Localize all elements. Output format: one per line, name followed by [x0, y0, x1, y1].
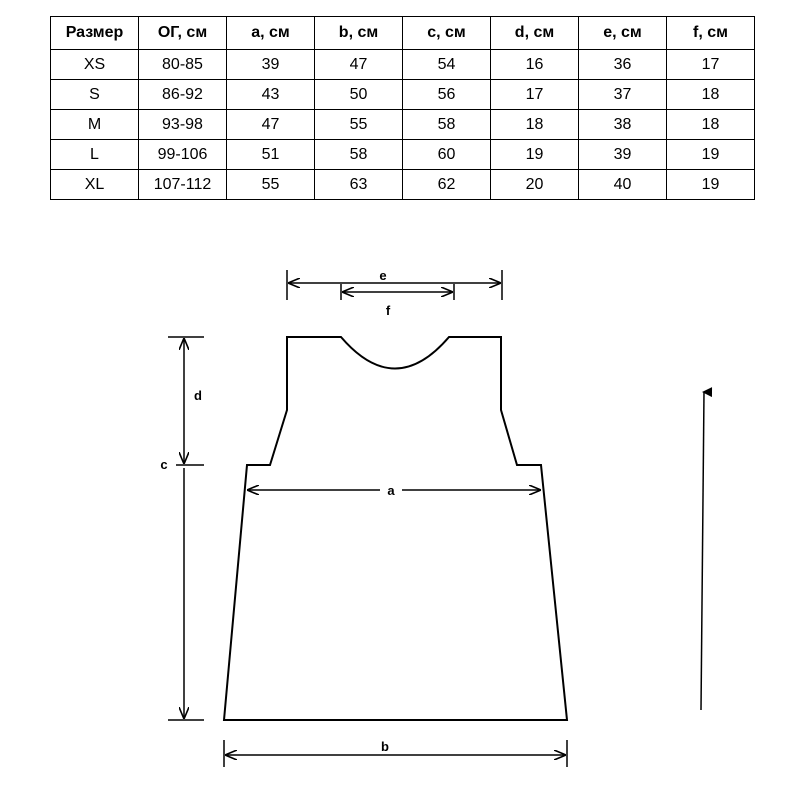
table-cell: 60 — [403, 140, 491, 170]
table-cell: S — [51, 80, 139, 110]
table-cell: 19 — [667, 170, 755, 200]
table-cell: 20 — [491, 170, 579, 200]
table-cell: 39 — [227, 50, 315, 80]
header-f: f, см — [667, 17, 755, 50]
header-d: d, см — [491, 17, 579, 50]
table-cell: 43 — [227, 80, 315, 110]
label-e: e — [379, 268, 387, 283]
knitting-direction-arrow-icon — [701, 392, 704, 710]
table-cell: 40 — [579, 170, 667, 200]
table-cell: 17 — [667, 50, 755, 80]
dimension-a — [248, 483, 540, 498]
table-cell: 58 — [315, 140, 403, 170]
table-cell: 38 — [579, 110, 667, 140]
dimension-f — [341, 284, 454, 318]
table-cell: 107-112 — [139, 170, 227, 200]
table-cell: 62 — [403, 170, 491, 200]
table-cell: 47 — [315, 50, 403, 80]
table-cell: 18 — [667, 110, 755, 140]
label-a: a — [387, 483, 395, 498]
dimension-e — [287, 268, 502, 300]
table-cell: 93-98 — [139, 110, 227, 140]
table-cell: 19 — [667, 140, 755, 170]
table-cell: XS — [51, 50, 139, 80]
header-e: e, см — [579, 17, 667, 50]
header-size: Размер — [51, 17, 139, 50]
table-cell: 50 — [315, 80, 403, 110]
table-cell: L — [51, 140, 139, 170]
table-cell: 19 — [491, 140, 579, 170]
table-cell: 99-106 — [139, 140, 227, 170]
header-a: a, см — [227, 17, 315, 50]
table-cell: 80-85 — [139, 50, 227, 80]
table-cell: 56 — [403, 80, 491, 110]
label-c: c — [160, 457, 168, 472]
table-cell: 63 — [315, 170, 403, 200]
table-cell: 17 — [491, 80, 579, 110]
table-cell: 47 — [227, 110, 315, 140]
header-chest: ОГ, см — [139, 17, 227, 50]
label-b: b — [381, 739, 389, 754]
label-d: d — [194, 388, 202, 403]
header-c: c, см — [403, 17, 491, 50]
table-cell: 39 — [579, 140, 667, 170]
header-b: b, см — [315, 17, 403, 50]
garment-outline — [224, 337, 567, 720]
table-cell: 51 — [227, 140, 315, 170]
dimension-d — [176, 339, 204, 465]
table-cell: 37 — [579, 80, 667, 110]
table-cell: 86-92 — [139, 80, 227, 110]
label-f: f — [385, 303, 391, 318]
dimension-b — [224, 739, 567, 767]
table-cell: XL — [51, 170, 139, 200]
table-cell: 55 — [227, 170, 315, 200]
table-cell: 18 — [667, 80, 755, 110]
table-cell: M — [51, 110, 139, 140]
table-cell: 58 — [403, 110, 491, 140]
table-cell: 54 — [403, 50, 491, 80]
table-cell: 55 — [315, 110, 403, 140]
table-cell: 18 — [491, 110, 579, 140]
table-cell: 36 — [579, 50, 667, 80]
table-cell: 16 — [491, 50, 579, 80]
